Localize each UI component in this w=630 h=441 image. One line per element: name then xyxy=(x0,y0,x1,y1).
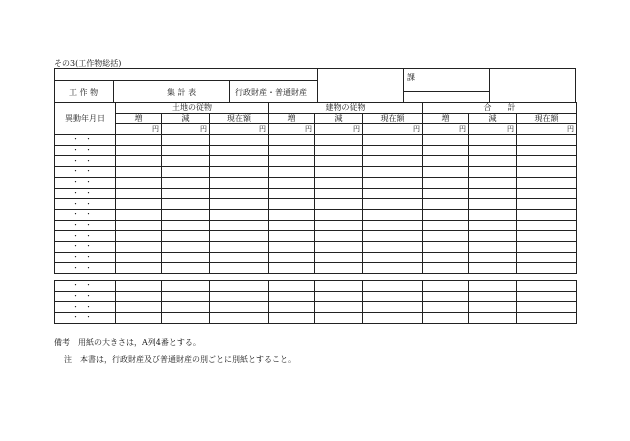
amount-cell[interactable] xyxy=(269,156,315,167)
amount-cell[interactable] xyxy=(363,252,423,263)
date-cell[interactable]: ・・ xyxy=(55,291,116,302)
amount-cell[interactable] xyxy=(162,263,210,274)
header-title-summary: 集 計 表 xyxy=(167,87,197,97)
amount-cell[interactable] xyxy=(162,313,210,324)
amount-cell[interactable] xyxy=(517,302,577,313)
amount-cell[interactable] xyxy=(210,231,269,242)
note-remarks: 備考 用紙の大きさは，A列4番とする。 xyxy=(54,338,201,347)
date-cell[interactable]: ・・ xyxy=(55,209,116,220)
amount-cell[interactable] xyxy=(162,252,210,263)
unit-label: 円 xyxy=(269,124,315,135)
amount-cell[interactable] xyxy=(423,209,469,220)
amount-cell[interactable] xyxy=(517,177,577,188)
amount-cell[interactable] xyxy=(315,302,363,313)
unit-label: 円 xyxy=(315,124,363,135)
amount-cell[interactable] xyxy=(269,220,315,231)
amount-cell[interactable] xyxy=(315,263,363,274)
amount-cell[interactable] xyxy=(363,313,423,324)
amount-cell[interactable] xyxy=(363,281,423,292)
amount-cell[interactable] xyxy=(269,209,315,220)
header-divider xyxy=(403,91,489,92)
amount-cell[interactable] xyxy=(210,209,269,220)
table-row xyxy=(55,241,577,252)
amount-cell[interactable] xyxy=(116,209,162,220)
table-row xyxy=(55,135,577,146)
amount-cell[interactable] xyxy=(269,252,315,263)
form-caption: その3(工作物総括) xyxy=(54,59,122,68)
amount-cell[interactable] xyxy=(423,281,469,292)
amount-cell[interactable] xyxy=(269,145,315,156)
unit-label: 円 xyxy=(116,124,162,135)
amount-cell[interactable] xyxy=(423,135,469,146)
amount-cell[interactable] xyxy=(315,313,363,324)
group-header-total: 合 計 xyxy=(423,103,577,114)
header-divider xyxy=(113,80,114,102)
amount-cell[interactable] xyxy=(517,241,577,252)
amount-cell[interactable] xyxy=(469,291,517,302)
amount-cell[interactable] xyxy=(423,199,469,210)
table-gap xyxy=(55,274,577,281)
amount-cell[interactable] xyxy=(363,135,423,146)
amount-cell[interactable] xyxy=(363,177,423,188)
amount-cell[interactable] xyxy=(269,177,315,188)
date-column-header: 異動年月日 xyxy=(55,103,116,135)
amount-cell[interactable] xyxy=(210,291,269,302)
date-cell[interactable]: ・・ xyxy=(55,156,116,167)
amount-cell[interactable] xyxy=(116,281,162,292)
date-cell[interactable]: ・・ xyxy=(55,145,116,156)
amount-cell[interactable] xyxy=(469,220,517,231)
amount-cell[interactable] xyxy=(210,188,269,199)
amount-cell[interactable] xyxy=(469,241,517,252)
unit-label: 円 xyxy=(469,124,517,135)
table-row xyxy=(55,199,577,210)
amount-cell[interactable] xyxy=(469,302,517,313)
amount-cell[interactable] xyxy=(116,188,162,199)
header-divider xyxy=(229,80,230,102)
amount-cell[interactable] xyxy=(517,188,577,199)
amount-cell[interactable] xyxy=(162,199,210,210)
amount-cell[interactable] xyxy=(315,188,363,199)
amount-cell[interactable] xyxy=(469,145,517,156)
amount-cell[interactable] xyxy=(162,135,210,146)
amount-cell[interactable] xyxy=(469,313,517,324)
amount-cell[interactable] xyxy=(162,188,210,199)
amount-cell[interactable] xyxy=(423,263,469,274)
header-divider xyxy=(403,69,404,102)
amount-cell[interactable] xyxy=(517,209,577,220)
amount-cell[interactable] xyxy=(116,156,162,167)
amount-cell[interactable] xyxy=(517,135,577,146)
date-cell[interactable]: ・・ xyxy=(55,177,116,188)
amount-cell[interactable] xyxy=(363,209,423,220)
table-row xyxy=(55,291,577,302)
amount-cell[interactable] xyxy=(210,177,269,188)
amount-cell[interactable] xyxy=(210,281,269,292)
amount-cell[interactable] xyxy=(116,252,162,263)
date-cell[interactable]: ・・ xyxy=(55,199,116,210)
unit-label: 円 xyxy=(210,124,269,135)
amount-cell[interactable] xyxy=(517,313,577,324)
amount-cell[interactable] xyxy=(469,263,517,274)
amount-cell[interactable] xyxy=(210,135,269,146)
table-row xyxy=(55,209,577,220)
amount-cell[interactable] xyxy=(363,199,423,210)
amount-cell[interactable] xyxy=(469,156,517,167)
sub-column-header: 現在額 xyxy=(363,113,423,124)
amount-cell[interactable] xyxy=(423,241,469,252)
amount-cell[interactable] xyxy=(423,188,469,199)
header-dept-label: 課 xyxy=(407,72,415,82)
date-cell[interactable]: ・・ xyxy=(55,231,116,242)
amount-cell[interactable] xyxy=(363,291,423,302)
amount-cell[interactable] xyxy=(363,167,423,178)
sub-column-header: 増 xyxy=(116,113,162,124)
amount-cell[interactable] xyxy=(469,167,517,178)
summary-table xyxy=(54,102,577,324)
table-row xyxy=(55,252,577,263)
unit-label: 円 xyxy=(423,124,469,135)
sub-column-header: 減 xyxy=(469,113,517,124)
amount-cell[interactable] xyxy=(269,313,315,324)
amount-cell[interactable] xyxy=(363,302,423,313)
date-cell[interactable]: ・・ xyxy=(55,302,116,313)
amount-cell[interactable] xyxy=(469,135,517,146)
sub-column-header: 減 xyxy=(162,113,210,124)
amount-cell[interactable] xyxy=(469,209,517,220)
group-header-building: 建物の従物 xyxy=(269,103,423,114)
date-cell[interactable]: ・・ xyxy=(55,135,116,146)
amount-cell[interactable] xyxy=(210,313,269,324)
amount-cell[interactable] xyxy=(469,231,517,242)
amount-cell[interactable] xyxy=(423,231,469,242)
amount-cell[interactable] xyxy=(162,231,210,242)
amount-cell[interactable] xyxy=(116,199,162,210)
amount-cell[interactable] xyxy=(269,241,315,252)
amount-cell[interactable] xyxy=(162,281,210,292)
date-cell[interactable]: ・・ xyxy=(55,281,116,292)
amount-cell[interactable] xyxy=(162,241,210,252)
amount-cell[interactable] xyxy=(116,167,162,178)
amount-cell[interactable] xyxy=(269,188,315,199)
amount-cell[interactable] xyxy=(517,252,577,263)
group-header-land: 土地の従物 xyxy=(116,103,269,114)
amount-cell[interactable] xyxy=(423,156,469,167)
amount-cell[interactable] xyxy=(210,263,269,274)
amount-cell[interactable] xyxy=(469,281,517,292)
amount-cell[interactable] xyxy=(162,177,210,188)
amount-cell[interactable] xyxy=(469,188,517,199)
date-cell[interactable]: ・・ xyxy=(55,188,116,199)
unit-label: 円 xyxy=(517,124,577,135)
amount-cell[interactable] xyxy=(423,177,469,188)
amount-cell[interactable] xyxy=(315,291,363,302)
amount-cell[interactable] xyxy=(162,209,210,220)
amount-cell[interactable] xyxy=(363,145,423,156)
gap-cell xyxy=(55,274,577,281)
date-cell[interactable]: ・・ xyxy=(55,252,116,263)
amount-cell[interactable] xyxy=(423,145,469,156)
table-row xyxy=(55,231,577,242)
amount-cell[interactable] xyxy=(363,188,423,199)
amount-cell[interactable] xyxy=(269,263,315,274)
amount-cell[interactable] xyxy=(363,231,423,242)
amount-cell[interactable] xyxy=(210,220,269,231)
amount-cell[interactable] xyxy=(423,167,469,178)
amount-cell[interactable] xyxy=(517,220,577,231)
amount-cell[interactable] xyxy=(363,263,423,274)
amount-cell[interactable] xyxy=(116,241,162,252)
amount-cell[interactable] xyxy=(363,220,423,231)
amount-cell[interactable] xyxy=(269,302,315,313)
amount-cell[interactable] xyxy=(162,156,210,167)
amount-cell[interactable] xyxy=(116,263,162,274)
table-row xyxy=(55,263,577,274)
amount-cell[interactable] xyxy=(423,302,469,313)
amount-cell[interactable] xyxy=(116,177,162,188)
amount-cell[interactable] xyxy=(116,231,162,242)
amount-cell[interactable] xyxy=(210,156,269,167)
sub-column-header: 減 xyxy=(315,113,363,124)
amount-cell[interactable] xyxy=(469,252,517,263)
amount-cell[interactable] xyxy=(315,252,363,263)
date-cell[interactable]: ・・ xyxy=(55,313,116,324)
amount-cell[interactable] xyxy=(210,302,269,313)
amount-cell[interactable] xyxy=(315,220,363,231)
amount-cell[interactable] xyxy=(315,177,363,188)
amount-cell[interactable] xyxy=(210,167,269,178)
amount-cell[interactable] xyxy=(210,252,269,263)
sub-column-header: 現在額 xyxy=(210,113,269,124)
amount-cell[interactable] xyxy=(269,291,315,302)
note-instruction: 注 本書は，行政財産及び普通財産の別ごとに別紙とすること。 xyxy=(64,355,296,364)
header-box xyxy=(54,68,576,103)
table-row xyxy=(55,167,577,178)
amount-cell[interactable] xyxy=(517,156,577,167)
amount-cell[interactable] xyxy=(269,281,315,292)
amount-cell[interactable] xyxy=(315,209,363,220)
table-row xyxy=(55,313,577,324)
amount-cell[interactable] xyxy=(269,167,315,178)
amount-cell[interactable] xyxy=(116,302,162,313)
amount-cell[interactable] xyxy=(162,167,210,178)
amount-cell[interactable] xyxy=(210,145,269,156)
header-divider xyxy=(489,69,490,102)
amount-cell[interactable] xyxy=(116,220,162,231)
header-asset-type: 行政財産・普通財産 xyxy=(235,87,307,97)
table-row xyxy=(55,188,577,199)
amount-cell[interactable] xyxy=(517,199,577,210)
amount-cell[interactable] xyxy=(315,167,363,178)
header-divider xyxy=(317,69,318,102)
amount-cell[interactable] xyxy=(210,199,269,210)
sub-column-header: 増 xyxy=(423,113,469,124)
sub-column-header: 現在額 xyxy=(517,113,577,124)
amount-cell[interactable] xyxy=(116,135,162,146)
unit-label: 円 xyxy=(162,124,210,135)
table-row xyxy=(55,177,577,188)
amount-cell[interactable] xyxy=(469,177,517,188)
table-row xyxy=(55,156,577,167)
amount-cell[interactable] xyxy=(315,231,363,242)
amount-cell[interactable] xyxy=(315,199,363,210)
amount-cell[interactable] xyxy=(423,291,469,302)
date-cell[interactable]: ・・ xyxy=(55,263,116,274)
amount-cell[interactable] xyxy=(269,135,315,146)
amount-cell[interactable] xyxy=(315,156,363,167)
amount-cell[interactable] xyxy=(315,281,363,292)
amount-cell[interactable] xyxy=(423,252,469,263)
date-cell[interactable]: ・・ xyxy=(55,167,116,178)
amount-cell[interactable] xyxy=(469,199,517,210)
amount-cell[interactable] xyxy=(363,156,423,167)
amount-cell[interactable] xyxy=(162,220,210,231)
amount-cell[interactable] xyxy=(315,135,363,146)
date-cell[interactable]: ・・ xyxy=(55,241,116,252)
table-row xyxy=(55,281,577,292)
amount-cell[interactable] xyxy=(116,145,162,156)
amount-cell[interactable] xyxy=(315,241,363,252)
amount-cell[interactable] xyxy=(210,241,269,252)
table-row xyxy=(55,145,577,156)
date-cell[interactable]: ・・ xyxy=(55,220,116,231)
table-row xyxy=(55,302,577,313)
amount-cell[interactable] xyxy=(517,281,577,292)
amount-cell[interactable] xyxy=(517,231,577,242)
header-title-structure: 工 作 物 xyxy=(69,87,99,97)
amount-cell[interactable] xyxy=(162,302,210,313)
amount-cell[interactable] xyxy=(517,167,577,178)
amount-cell[interactable] xyxy=(116,313,162,324)
amount-cell[interactable] xyxy=(162,145,210,156)
amount-cell[interactable] xyxy=(116,291,162,302)
amount-cell[interactable] xyxy=(363,241,423,252)
amount-cell[interactable] xyxy=(269,199,315,210)
table-row xyxy=(55,220,577,231)
amount-cell[interactable] xyxy=(423,220,469,231)
amount-cell[interactable] xyxy=(162,291,210,302)
sub-column-header: 増 xyxy=(269,113,315,124)
amount-cell[interactable] xyxy=(517,145,577,156)
amount-cell[interactable] xyxy=(423,313,469,324)
amount-cell[interactable] xyxy=(517,263,577,274)
amount-cell[interactable] xyxy=(315,145,363,156)
unit-label: 円 xyxy=(363,124,423,135)
amount-cell[interactable] xyxy=(517,291,577,302)
amount-cell[interactable] xyxy=(269,231,315,242)
